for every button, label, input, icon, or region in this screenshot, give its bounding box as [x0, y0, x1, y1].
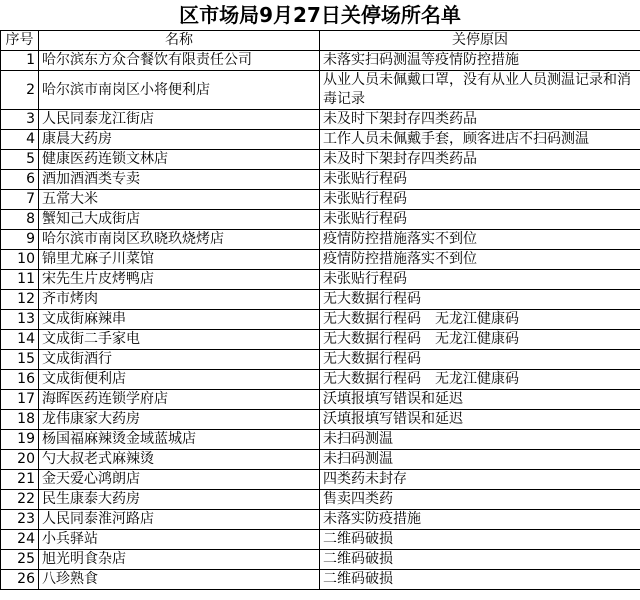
closure-reason-cell: 四类药未封存 — [320, 470, 640, 490]
table-row — [1, 170, 640, 190]
store-name-cell: 健康医药连锁文林店 — [39, 150, 320, 170]
closure-reason-cell: 未扫码测温 — [320, 450, 640, 470]
row-number-cell: 15 — [1, 350, 39, 370]
row-number-cell: 6 — [1, 170, 39, 190]
table-row — [1, 270, 640, 290]
closure-reason-cell: 未张贴行程码 — [320, 190, 640, 210]
closure-reason-cell: 从业人员未佩戴口罩，没有从业人员测温记录和消毒记录 — [320, 71, 640, 110]
store-name-cell: 民生康泰大药房 — [39, 490, 320, 510]
header-cell-reason: 关停原因 — [320, 31, 640, 51]
row-number-cell: 16 — [1, 370, 39, 390]
row-number-cell: 5 — [1, 150, 39, 170]
store-name-cell: 蟹知己大成街店 — [39, 210, 320, 230]
store-name-cell: 哈尔滨市南岗区小将便利店 — [39, 71, 320, 110]
table-row — [1, 250, 640, 270]
closure-reason-cell: 未张贴行程码 — [320, 210, 640, 230]
table-header-row — [1, 31, 640, 51]
table-row — [1, 470, 640, 490]
row-number-cell: 10 — [1, 250, 39, 270]
closure-reason-cell: 售卖四类药 — [320, 490, 640, 510]
row-number-cell: 14 — [1, 330, 39, 350]
row-number-cell: 8 — [1, 210, 39, 230]
closure-reason-cell: 未张贴行程码 — [320, 270, 640, 290]
table-row — [1, 450, 640, 470]
closure-reason-cell: 二维码破损 — [320, 570, 640, 590]
closure-reason-cell: 未落实扫码测温等疫情防控措施 — [320, 51, 640, 71]
row-number-cell: 2 — [1, 71, 39, 110]
row-number-cell: 26 — [1, 570, 39, 590]
store-name-cell: 小兵驿站 — [39, 530, 320, 550]
row-number-cell: 9 — [1, 230, 39, 250]
table-row — [1, 210, 640, 230]
row-number-cell: 20 — [1, 450, 39, 470]
row-number-cell: 12 — [1, 290, 39, 310]
closure-reason-cell: 未落实防疫措施 — [320, 510, 640, 530]
row-number-cell: 13 — [1, 310, 39, 330]
table-row — [1, 490, 640, 510]
store-name-cell: 五常大米 — [39, 190, 320, 210]
table-row — [1, 370, 640, 390]
header-cell-name: 名称 — [39, 31, 320, 51]
row-number-cell: 21 — [1, 470, 39, 490]
store-name-cell: 杨国福麻辣烫金域蓝城店 — [39, 430, 320, 450]
row-number-cell: 23 — [1, 510, 39, 530]
table-row — [1, 430, 640, 450]
table-row — [1, 150, 640, 170]
table-row — [1, 190, 640, 210]
store-name-cell: 文成街二手家电 — [39, 330, 320, 350]
closure-reason-cell: 沃填报填写错误和延迟 — [320, 390, 640, 410]
row-number-cell: 3 — [1, 110, 39, 130]
store-name-cell: 旭光明食杂店 — [39, 550, 320, 570]
closure-reason-cell: 无大数据行程码 无龙江健康码 — [320, 330, 640, 350]
closure-reason-cell: 疫情防控措施落实不到位 — [320, 230, 640, 250]
table-row — [1, 570, 640, 590]
table-row — [1, 230, 640, 250]
closure-reason-cell: 无大数据行程码 无龙江健康码 — [320, 310, 640, 330]
row-number-cell: 1 — [1, 51, 39, 71]
row-number-cell: 24 — [1, 530, 39, 550]
closure-reason-cell: 未张贴行程码 — [320, 170, 640, 190]
table-row — [1, 330, 640, 350]
table-row — [1, 350, 640, 370]
row-number-cell: 4 — [1, 130, 39, 150]
table-row — [1, 110, 640, 130]
row-number-cell: 25 — [1, 550, 39, 570]
store-name-cell: 康晨大药房 — [39, 130, 320, 150]
closure-reason-cell: 二维码破损 — [320, 530, 640, 550]
closure-reason-cell: 二维码破损 — [320, 550, 640, 570]
table-row — [1, 390, 640, 410]
closure-reason-cell: 工作人员未佩戴手套，顾客进店不扫码测温 — [320, 130, 640, 150]
store-name-cell: 酒加酒酒类专卖 — [39, 170, 320, 190]
closure-reason-cell: 未扫码测温 — [320, 430, 640, 450]
row-number-cell: 17 — [1, 390, 39, 410]
store-name-cell: 文成街便利店 — [39, 370, 320, 390]
store-name-cell: 金天爱心鸿朗店 — [39, 470, 320, 490]
store-name-cell: 文成街酒行 — [39, 350, 320, 370]
store-name-cell: 人民同泰龙江街店 — [39, 110, 320, 130]
store-name-cell: 勺大叔老式麻辣烫 — [39, 450, 320, 470]
row-number-cell: 11 — [1, 270, 39, 290]
table-row — [1, 130, 640, 150]
closure-reason-cell: 沃填报填写错误和延迟 — [320, 410, 640, 430]
table-row — [1, 530, 640, 550]
closure-table — [0, 30, 640, 590]
table-row — [1, 550, 640, 570]
store-name-cell: 齐市烤肉 — [39, 290, 320, 310]
table-body — [1, 31, 640, 590]
table-row — [1, 290, 640, 310]
closure-reason-cell: 无大数据行程码 无龙江健康码 — [320, 370, 640, 390]
table-row — [1, 71, 640, 110]
closure-reason-cell: 无大数据行程码 — [320, 350, 640, 370]
store-name-cell: 宋先生片皮烤鸭店 — [39, 270, 320, 290]
table-row — [1, 51, 640, 71]
page-title: 区市场局9月27日关停场所名单 — [179, 3, 461, 27]
header-cell-no: 序号 — [1, 31, 39, 51]
closure-reason-cell: 未及时下架封存四类药品 — [320, 150, 640, 170]
row-number-cell: 7 — [1, 190, 39, 210]
closure-reason-cell: 未及时下架封存四类药品 — [320, 110, 640, 130]
store-name-cell: 哈尔滨东方众合餐饮有限责任公司 — [39, 51, 320, 71]
store-name-cell: 哈尔滨市南岗区玖晓玖烧烤店 — [39, 230, 320, 250]
store-name-cell: 八珍熟食 — [39, 570, 320, 590]
store-name-cell: 锦里尤麻子川菜馆 — [39, 250, 320, 270]
row-number-cell: 22 — [1, 490, 39, 510]
table-row — [1, 310, 640, 330]
store-name-cell: 人民同泰淮河路店 — [39, 510, 320, 530]
row-number-cell: 19 — [1, 430, 39, 450]
store-name-cell: 龙伟康家大药房 — [39, 410, 320, 430]
row-number-cell: 18 — [1, 410, 39, 430]
closure-reason-cell: 疫情防控措施落实不到位 — [320, 250, 640, 270]
store-name-cell: 海晖医药连锁学府店 — [39, 390, 320, 410]
table-row — [1, 510, 640, 530]
table-row — [1, 410, 640, 430]
store-name-cell: 文成街麻辣串 — [39, 310, 320, 330]
closure-reason-cell: 无大数据行程码 — [320, 290, 640, 310]
